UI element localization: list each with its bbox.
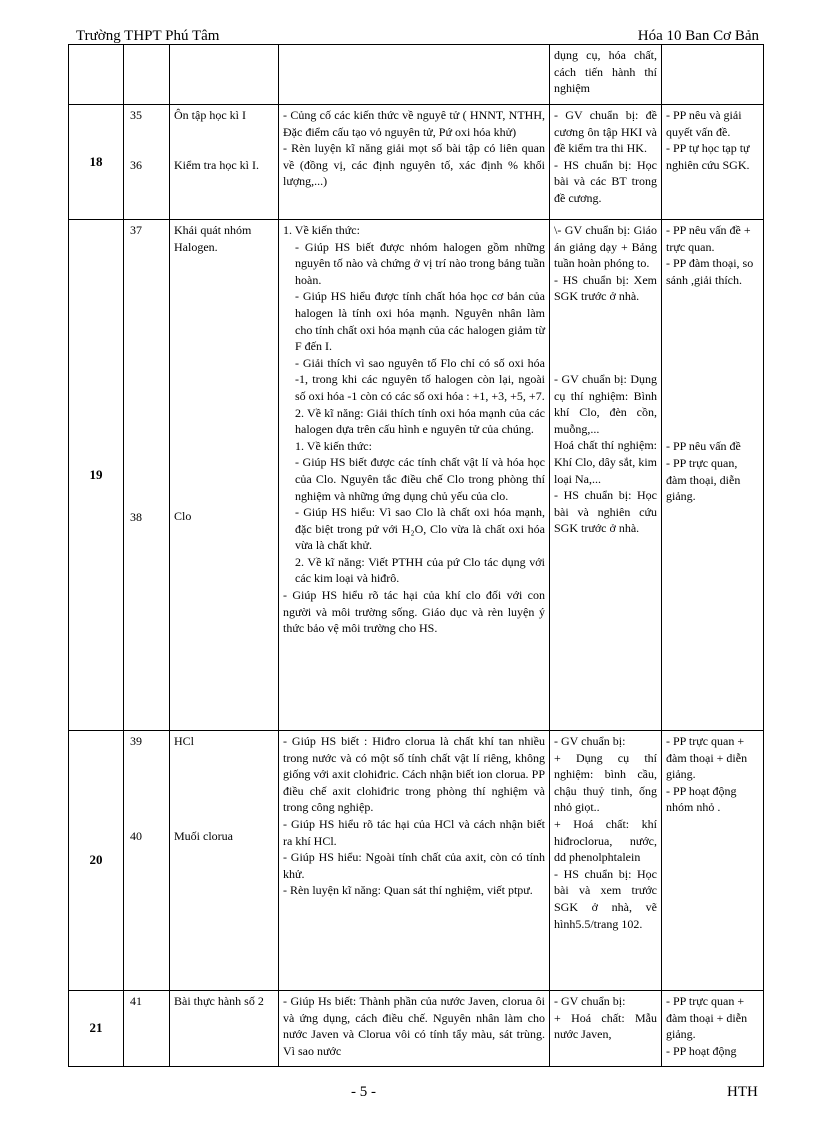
methods-cell xyxy=(662,45,764,105)
week-cell: 19 xyxy=(69,220,124,731)
lesson-title-cell xyxy=(170,45,279,105)
lesson-title-cell: Ôn tập học kì I Kiểm tra học kì I. xyxy=(170,105,279,220)
lesson-num-cell: 41 xyxy=(124,991,170,1067)
page-number: - 5 - xyxy=(351,1084,376,1100)
lesson-num-cell: 37 38 xyxy=(124,220,170,731)
objectives-cell: - Giúp Hs biết: Thành phần của nước Javen, clorua ôi và ứng dụng, cách điều chế. Nguyên nhân làm cho nước Javen và Clorua vôi có tính tẩy màu, sát trùng. Vì sao nước xyxy=(279,991,550,1067)
subject-name: Hóa 10 Ban Cơ Bản xyxy=(637,28,759,44)
objectives-cell xyxy=(279,45,550,105)
page-header xyxy=(70,26,763,45)
lesson-title-cell: HCl Muối clorua xyxy=(170,731,279,991)
table-row xyxy=(69,45,764,105)
week-cell: 20 xyxy=(69,731,124,991)
table-row xyxy=(69,105,764,220)
prep-cell: \- GV chuẩn bị: Giáo án giảng dạy + Bảng tuần hoàn phóng to. - HS chuẩn bị: Xem SGK trước ở nhà. - GV chuẩn bị: Dụng cụ thí nghiệm: Bình khí Clo, đèn cồn, muỗng,... Hoá chất thí nghiệm: Khí Clo, dây sắt, kim loại Na,... - HS chuẩn bị: Học bài và nghiên cứu SGK trước ở nhà. xyxy=(550,220,662,731)
prep-cell: - GV chuẩn bị: + Hoá chất: Mẫu nước Javen, xyxy=(550,991,662,1067)
table-row xyxy=(69,991,764,1067)
lesson-num-cell: 39 40 xyxy=(124,731,170,991)
lesson-title-cell: Bài thực hành số 2 xyxy=(170,991,279,1067)
methods-cell: - PP nêu và giải quyết vấn đề. - PP tự học tạp tự nghiên cứu SGK. xyxy=(662,105,764,220)
methods-cell: - PP nêu vấn đề + trực quan. - PP đàm thoại, so sánh ,giải thích. - PP nêu vấn đề - PP trực quan, đàm thoại, diễn giảng. xyxy=(662,220,764,731)
lesson-num-cell: 35 36 xyxy=(124,105,170,220)
week-cell xyxy=(69,45,124,105)
author-initials: HTH xyxy=(727,1084,758,1100)
methods-cell: - PP trực quan + đàm thoại + diễn giảng. - PP hoạt động xyxy=(662,991,764,1067)
table-row xyxy=(69,731,764,991)
prep-cell: dụng cụ, hóa chất, cách tiến hành thí nghiệm xyxy=(550,45,662,105)
objectives-cell: - Giúp HS biết : Hiđro clorua là chất khí tan nhiều trong nước và có một số tính chất vật lí riêng, không giống với axit clohiđric. Cách nhận biết ion clorua. PP điều chế axit clohiđric trong phòng thí nghiệm và trong công nghiệp. - Giúp HS hiểu rõ tác hại của HCl và cách nhận biết ra khí HCl. - Giúp HS hiểu: Ngoài tính chất của axit, còn có tính khử. - Rèn luyện kĩ năng: Quan sát thí nghiệm, viết ptpư. xyxy=(279,731,550,991)
table-row xyxy=(69,220,764,731)
prep-cell: - GV chuẩn bị: đề cương ôn tập HKI và đề kiểm tra thi HK. - HS chuẩn bị: Học bài và các BT trong đề cương. xyxy=(550,105,662,220)
week-cell: 18 xyxy=(69,105,124,220)
methods-cell: - PP trực quan + đàm thoại + diễn giảng. - PP hoạt động nhóm nhỏ . xyxy=(662,731,764,991)
lesson-num-cell xyxy=(124,45,170,105)
week-cell: 21 xyxy=(69,991,124,1067)
curriculum-table xyxy=(68,44,764,1067)
lesson-title-cell: Khái quát nhóm Halogen. Clo xyxy=(170,220,279,731)
objectives-cell: 1. Về kiến thức: - Giúp HS biết được nhóm halogen gồm những nguyên tố nào và chứng ở vị trí nào trong bảng tuần hoàn. - Giúp HS hiểu được tính chất hóa học cơ bản của halogen là tính oxi hóa mạnh. Nguyên nhân làm cho tính chất oxi hóa mạnh của các halogen giảm từ F đến I. - Giải thích vì sao nguyên tố Flo chỉ có số oxi hóa -1, trong khi các nguyên tố halogen còn lại, ngoài số oxi hóa -1 còn có các số oxi hóa : +1, +3, +5, +7. 2. Về kĩ năng: Giải thích tính oxi hóa mạnh của các halogen dựa trên cấu hình e nguyên tử của chúng. 1. Về kiến thức: - Giúp HS biết được các tính chất vật lí và hóa học của Clo. Nguyên tắc điều chế Clo trong phòng thí nghiệm và những ứng dụng chủ yếu của clo. - Giúp HS hiểu: Vì sao Clo là chất oxi hóa mạnh, đặc biệt trong pứ với H₂O, Clo vừa là chất oxi hóa vừa là chất khử. 2. Về kĩ năng: Viết PTHH của pứ Clo tác dụng với các kim loại và hiđrô. - Giúp HS hiểu rõ tác hại của khí clo đối với con người và môi trường sống. Giáo dục và rèn luyện ý thức bảo vệ môi trường cho HS. xyxy=(279,220,550,731)
prep-cell: - GV chuẩn bị: + Dụng cụ thí nghiệm: bình cầu, chậu thuỷ tinh, ống nhỏ giọt.. + Hoá chất: khí hiđroclorua, nước, dd phenolphtalein - HS chuẩn bị: Học bài và xem trước SGK ở nhà, vẽ hình5.5/trang 102. xyxy=(550,731,662,991)
school-name: Trường THPT Phú Tâm xyxy=(76,28,220,44)
objectives-cell: - Củng cố các kiến thức về nguyê tử ( HNNT, NTHH, Đặc điểm cấu tạo vỏ nguyên tử, Pứ oxi hóa khử) - Rèn luyện kĩ năng giải mọt số bài tập có liên quan về (đồng vị, các định nguyên tố, xác định % khối lượng,...) xyxy=(279,105,550,220)
